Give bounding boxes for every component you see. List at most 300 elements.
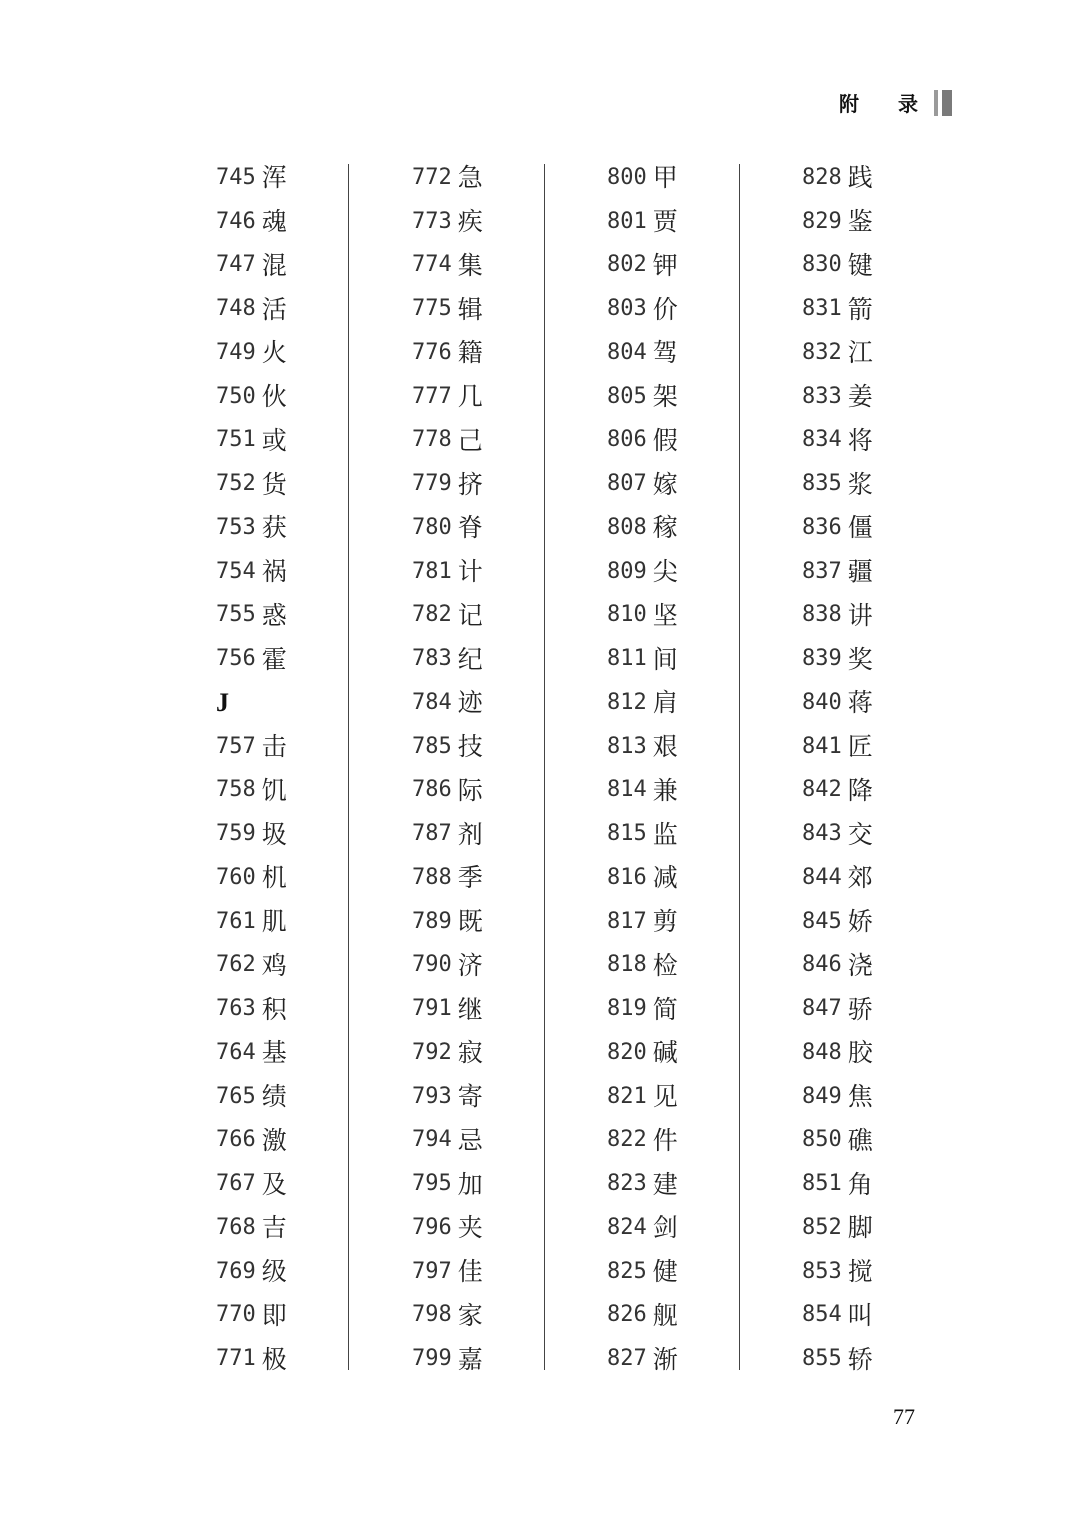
character-entry <box>802 987 952 1031</box>
entry-character: 僵 <box>847 513 873 543</box>
entry-character: 碱 <box>652 1038 678 1068</box>
entry-number: 779 <box>412 471 452 497</box>
entry-number: 786 <box>412 777 452 803</box>
character-entry <box>216 769 366 813</box>
entry-number: 822 <box>607 1127 647 1153</box>
character-entry <box>802 1250 952 1294</box>
entry-number: 804 <box>607 339 647 365</box>
entry-character: 疆 <box>847 557 873 587</box>
character-entry <box>412 637 562 681</box>
entry-number: 844 <box>802 864 842 890</box>
entry-number: 849 <box>802 1083 842 1109</box>
entry-number: 830 <box>802 252 842 278</box>
character-entry <box>412 1250 562 1294</box>
character-entry <box>412 725 562 769</box>
entry-character: 肩 <box>652 688 678 718</box>
character-entry <box>802 1119 952 1163</box>
entry-character: 夹 <box>457 1213 483 1243</box>
entry-number: 835 <box>802 471 842 497</box>
entry-number: 790 <box>412 952 452 978</box>
character-entry <box>802 375 952 419</box>
entry-character: 基 <box>261 1038 287 1068</box>
entry-number: 829 <box>802 208 842 234</box>
column-3 <box>607 156 757 1382</box>
entry-character: 艰 <box>652 732 678 762</box>
entry-number: 846 <box>802 952 842 978</box>
entry-character: 娇 <box>847 907 873 937</box>
character-entry <box>216 287 366 331</box>
entry-character: 叫 <box>847 1300 873 1330</box>
entry-number: 806 <box>607 427 647 453</box>
entry-character: 霍 <box>261 644 287 674</box>
entry-number: 796 <box>412 1214 452 1240</box>
entry-character: 嫁 <box>652 469 678 499</box>
entry-number: 833 <box>802 383 842 409</box>
entry-number: 764 <box>216 1039 256 1065</box>
entry-character: 绩 <box>261 1082 287 1112</box>
entry-number: 759 <box>216 821 256 847</box>
entry-character: 角 <box>847 1169 873 1199</box>
entry-number: 805 <box>607 383 647 409</box>
entry-number: 852 <box>802 1214 842 1240</box>
entry-number: 767 <box>216 1171 256 1197</box>
character-entry <box>607 637 757 681</box>
entry-character: 集 <box>457 250 483 280</box>
entry-number: 814 <box>607 777 647 803</box>
header-bar-ornament <box>934 90 952 116</box>
entry-number: 747 <box>216 252 256 278</box>
entry-character: 浑 <box>261 163 287 193</box>
entry-number: 761 <box>216 908 256 934</box>
character-entry <box>216 594 366 638</box>
entry-character: 惑 <box>261 600 287 630</box>
entry-character: 江 <box>847 338 873 368</box>
entry-character: 极 <box>261 1344 287 1374</box>
entry-character: 尖 <box>652 557 678 587</box>
entry-character: 践 <box>847 163 873 193</box>
entry-number: 832 <box>802 339 842 365</box>
entry-character: 检 <box>652 950 678 980</box>
entry-number: 847 <box>802 996 842 1022</box>
entry-character: 火 <box>261 338 287 368</box>
character-entry <box>216 1294 366 1338</box>
entry-character: 迹 <box>457 688 483 718</box>
entry-number: 793 <box>412 1083 452 1109</box>
entry-number: 777 <box>412 383 452 409</box>
entry-character: 坚 <box>652 600 678 630</box>
entry-character: 嘉 <box>457 1344 483 1374</box>
character-entry <box>412 156 562 200</box>
entry-number: 758 <box>216 777 256 803</box>
entry-number: 851 <box>802 1171 842 1197</box>
entry-character: 己 <box>457 425 483 455</box>
character-entry <box>802 462 952 506</box>
entry-number: 819 <box>607 996 647 1022</box>
character-entry <box>607 287 757 331</box>
character-entry <box>412 244 562 288</box>
character-entry <box>216 812 366 856</box>
character-table <box>216 156 956 1382</box>
entry-number: 771 <box>216 1346 256 1372</box>
entry-number: 763 <box>216 996 256 1022</box>
entry-number: 791 <box>412 996 452 1022</box>
character-entry <box>216 1250 366 1294</box>
character-entry <box>607 506 757 550</box>
character-entry <box>607 594 757 638</box>
entry-number: 828 <box>802 164 842 190</box>
character-entry <box>607 681 757 725</box>
character-entry <box>216 462 366 506</box>
entry-character: 奖 <box>847 644 873 674</box>
entry-number: 770 <box>216 1302 256 1328</box>
entry-number: 765 <box>216 1083 256 1109</box>
entry-number: 781 <box>412 558 452 584</box>
character-entry <box>802 812 952 856</box>
entry-number: 789 <box>412 908 452 934</box>
entry-number: 788 <box>412 864 452 890</box>
entry-number: 826 <box>607 1302 647 1328</box>
entry-number: 843 <box>802 821 842 847</box>
entry-number: 750 <box>216 383 256 409</box>
entry-character: 脊 <box>457 513 483 543</box>
entry-character: 讲 <box>847 600 873 630</box>
entry-character: 季 <box>457 863 483 893</box>
entry-character: 件 <box>652 1125 678 1155</box>
character-entry <box>802 1031 952 1075</box>
character-entry <box>412 331 562 375</box>
entry-number: 834 <box>802 427 842 453</box>
entry-character: 架 <box>652 382 678 412</box>
entry-number: 745 <box>216 164 256 190</box>
entry-character: 轿 <box>847 1344 873 1374</box>
character-entry <box>802 637 952 681</box>
entry-character: 监 <box>652 819 678 849</box>
entry-character: 骄 <box>847 994 873 1024</box>
character-entry <box>412 1075 562 1119</box>
entry-number: 785 <box>412 733 452 759</box>
character-entry <box>607 331 757 375</box>
entry-character: 际 <box>457 775 483 805</box>
entry-character: 即 <box>261 1300 287 1330</box>
entry-number: 807 <box>607 471 647 497</box>
character-entry <box>802 856 952 900</box>
character-entry <box>412 550 562 594</box>
character-entry <box>607 725 757 769</box>
entry-character: 健 <box>652 1257 678 1287</box>
character-entry <box>412 1119 562 1163</box>
character-entry <box>802 419 952 463</box>
character-entry <box>216 725 366 769</box>
character-entry <box>802 769 952 813</box>
entry-number: 795 <box>412 1171 452 1197</box>
entry-number: 760 <box>216 864 256 890</box>
character-entry <box>607 550 757 594</box>
entry-character: 驾 <box>652 338 678 368</box>
entry-number: 756 <box>216 646 256 672</box>
character-entry <box>412 419 562 463</box>
character-entry <box>607 1206 757 1250</box>
header-bar-thick <box>942 90 952 116</box>
character-entry <box>216 637 366 681</box>
entry-character: 级 <box>261 1257 287 1287</box>
entry-number: 831 <box>802 296 842 322</box>
character-entry <box>216 550 366 594</box>
entry-number: 813 <box>607 733 647 759</box>
entry-character: 货 <box>261 469 287 499</box>
character-entry <box>802 331 952 375</box>
character-entry <box>607 856 757 900</box>
character-entry <box>607 419 757 463</box>
character-entry <box>216 944 366 988</box>
entry-character: 积 <box>261 994 287 1024</box>
entry-character: 减 <box>652 863 678 893</box>
character-entry <box>412 681 562 725</box>
character-entry <box>216 1337 366 1381</box>
character-entry <box>607 1162 757 1206</box>
character-entry <box>216 856 366 900</box>
entry-character: 建 <box>652 1169 678 1199</box>
entry-number: 772 <box>412 164 452 190</box>
column-4 <box>802 156 952 1382</box>
character-entry <box>802 1206 952 1250</box>
character-entry <box>802 594 952 638</box>
entry-character: 间 <box>652 644 678 674</box>
entry-number: 821 <box>607 1083 647 1109</box>
character-entry <box>607 462 757 506</box>
character-entry <box>802 1075 952 1119</box>
character-entry <box>216 375 366 419</box>
character-entry <box>607 812 757 856</box>
entry-character: 籍 <box>457 338 483 368</box>
character-entry <box>607 375 757 419</box>
entry-character: 既 <box>457 907 483 937</box>
entry-character: 假 <box>652 425 678 455</box>
entry-number: 773 <box>412 208 452 234</box>
entry-number: 803 <box>607 296 647 322</box>
character-entry <box>412 856 562 900</box>
character-entry <box>216 506 366 550</box>
character-entry <box>607 1119 757 1163</box>
entry-character: 继 <box>457 994 483 1024</box>
entry-number: 762 <box>216 952 256 978</box>
entry-character: 鉴 <box>847 207 873 237</box>
entry-character: 匠 <box>847 732 873 762</box>
entry-character: 挤 <box>457 469 483 499</box>
entry-character: 鸡 <box>261 950 287 980</box>
character-entry <box>607 244 757 288</box>
entry-character: 键 <box>847 250 873 280</box>
entry-character: 辑 <box>457 294 483 324</box>
entry-number: 752 <box>216 471 256 497</box>
entry-character: 钾 <box>652 250 678 280</box>
entry-character: 价 <box>652 294 678 324</box>
entry-number: 837 <box>802 558 842 584</box>
entry-number: 797 <box>412 1258 452 1284</box>
entry-number: 753 <box>216 514 256 540</box>
entry-number: 749 <box>216 339 256 365</box>
entry-number: 768 <box>216 1214 256 1240</box>
character-entry <box>216 1162 366 1206</box>
character-entry <box>412 1206 562 1250</box>
entry-character: 家 <box>457 1300 483 1330</box>
entry-character: 魂 <box>261 207 287 237</box>
character-entry <box>216 419 366 463</box>
entry-character: 见 <box>652 1082 678 1112</box>
entry-number: 800 <box>607 164 647 190</box>
entry-number: 755 <box>216 602 256 628</box>
character-entry <box>607 1075 757 1119</box>
character-entry <box>412 287 562 331</box>
entry-number: 815 <box>607 821 647 847</box>
character-entry <box>412 1294 562 1338</box>
character-entry <box>607 769 757 813</box>
character-entry <box>412 594 562 638</box>
entry-number: 810 <box>607 602 647 628</box>
entry-number: 836 <box>802 514 842 540</box>
section-letter <box>216 681 366 725</box>
column-2 <box>412 156 562 1382</box>
character-entry <box>802 550 952 594</box>
entry-character: 吉 <box>261 1213 287 1243</box>
character-entry <box>607 156 757 200</box>
entry-character: 或 <box>261 425 287 455</box>
character-entry <box>802 200 952 244</box>
character-entry <box>216 331 366 375</box>
character-entry <box>607 1250 757 1294</box>
character-entry <box>802 681 952 725</box>
character-entry <box>412 987 562 1031</box>
section-letter-label: J <box>216 687 229 717</box>
character-entry <box>216 987 366 1031</box>
entry-character: 舰 <box>652 1300 678 1330</box>
entry-character: 疾 <box>457 207 483 237</box>
entry-number: 801 <box>607 208 647 234</box>
entry-number: 757 <box>216 733 256 759</box>
character-entry <box>412 1337 562 1381</box>
entry-character: 贾 <box>652 207 678 237</box>
entry-number: 775 <box>412 296 452 322</box>
character-entry <box>802 244 952 288</box>
entry-character: 忌 <box>457 1125 483 1155</box>
page-number: 77 <box>893 1404 915 1429</box>
character-entry <box>607 200 757 244</box>
character-entry <box>216 1119 366 1163</box>
entry-number: 811 <box>607 646 647 672</box>
entry-character: 礁 <box>847 1125 873 1155</box>
entry-number: 825 <box>607 1258 647 1284</box>
entry-character: 几 <box>457 382 483 412</box>
entry-character: 箭 <box>847 294 873 324</box>
entry-character: 寂 <box>457 1038 483 1068</box>
entry-number: 784 <box>412 689 452 715</box>
entry-number: 776 <box>412 339 452 365</box>
entry-number: 794 <box>412 1127 452 1153</box>
entry-character: 机 <box>261 863 287 893</box>
entry-number: 798 <box>412 1302 452 1328</box>
entry-number: 754 <box>216 558 256 584</box>
entry-character: 记 <box>457 600 483 630</box>
character-entry <box>607 944 757 988</box>
entry-character: 姜 <box>847 382 873 412</box>
entry-number: 838 <box>802 602 842 628</box>
character-entry <box>412 375 562 419</box>
entry-number: 802 <box>607 252 647 278</box>
entry-number: 769 <box>216 1258 256 1284</box>
entry-number: 782 <box>412 602 452 628</box>
entry-character: 郊 <box>847 863 873 893</box>
entry-number: 766 <box>216 1127 256 1153</box>
entry-character: 搅 <box>847 1257 873 1287</box>
character-entry <box>412 200 562 244</box>
entry-character: 纪 <box>457 644 483 674</box>
entry-number: 818 <box>607 952 647 978</box>
entry-number: 842 <box>802 777 842 803</box>
entry-character: 及 <box>261 1169 287 1199</box>
entry-number: 746 <box>216 208 256 234</box>
character-entry <box>802 1294 952 1338</box>
entry-character: 蒋 <box>847 688 873 718</box>
entry-number: 845 <box>802 908 842 934</box>
entry-number: 840 <box>802 689 842 715</box>
entry-number: 792 <box>412 1039 452 1065</box>
entry-number: 827 <box>607 1346 647 1372</box>
character-entry <box>802 506 952 550</box>
entry-character: 击 <box>261 732 287 762</box>
character-entry <box>412 462 562 506</box>
entry-number: 751 <box>216 427 256 453</box>
entry-character: 急 <box>457 163 483 193</box>
entry-number: 817 <box>607 908 647 934</box>
entry-number: 748 <box>216 296 256 322</box>
entry-character: 祸 <box>261 557 287 587</box>
running-header <box>839 88 952 117</box>
entry-character: 获 <box>261 513 287 543</box>
entry-character: 剑 <box>652 1213 678 1243</box>
character-entry <box>216 1031 366 1075</box>
character-entry <box>802 944 952 988</box>
character-entry <box>607 1294 757 1338</box>
entry-number: 780 <box>412 514 452 540</box>
entry-character: 将 <box>847 425 873 455</box>
entry-character: 肌 <box>261 907 287 937</box>
character-entry <box>607 1337 757 1381</box>
character-entry <box>802 725 952 769</box>
entry-character: 稼 <box>652 513 678 543</box>
character-entry <box>802 287 952 331</box>
entry-number: 774 <box>412 252 452 278</box>
entry-character: 活 <box>261 294 287 324</box>
entry-number: 855 <box>802 1346 842 1372</box>
header-title: 附 录 <box>839 92 934 116</box>
entry-number: 823 <box>607 1171 647 1197</box>
entry-number: 809 <box>607 558 647 584</box>
entry-character: 兼 <box>652 775 678 805</box>
character-entry <box>216 200 366 244</box>
entry-number: 839 <box>802 646 842 672</box>
character-entry <box>607 1031 757 1075</box>
entry-character: 伙 <box>261 382 287 412</box>
entry-number: 812 <box>607 689 647 715</box>
entry-character: 交 <box>847 819 873 849</box>
entry-number: 816 <box>607 864 647 890</box>
entry-character: 焦 <box>847 1082 873 1112</box>
entry-character: 降 <box>847 775 873 805</box>
character-entry <box>216 244 366 288</box>
entry-number: 799 <box>412 1346 452 1372</box>
column-1 <box>216 156 366 1382</box>
entry-character: 剪 <box>652 907 678 937</box>
entry-character: 浇 <box>847 950 873 980</box>
